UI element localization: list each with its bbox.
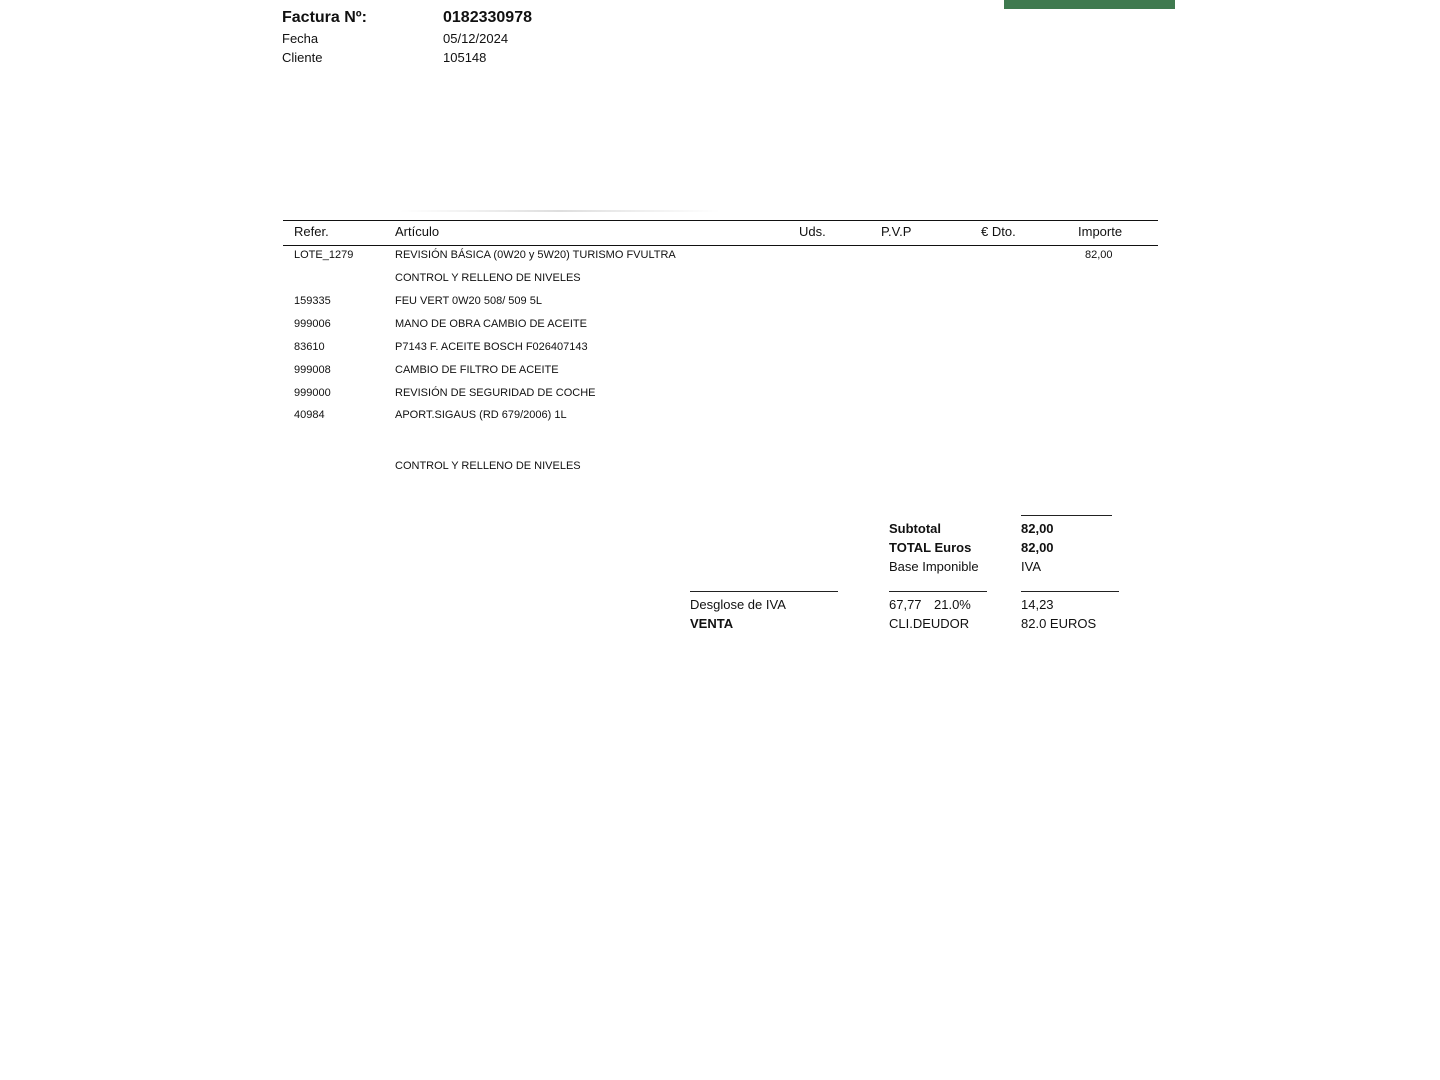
faint-divider — [400, 210, 720, 212]
date-value: 05/12/2024 — [443, 31, 509, 46]
row-ref: 999008 — [294, 364, 331, 376]
payment-amount: 82.0 EUROS — [1021, 616, 1097, 631]
total-label: TOTAL Euros — [889, 540, 972, 555]
date-label: Fecha — [282, 31, 319, 46]
column-header-discount: € Dto. — [981, 224, 1016, 239]
table-header-bottom-rule — [283, 245, 1158, 246]
row-ref: 40984 — [294, 409, 325, 421]
iva-rate: 21.0% — [934, 597, 971, 612]
row-ref: 999006 — [294, 318, 331, 330]
row-ref: 999000 — [294, 387, 331, 399]
row-article: CONTROL Y RELLENO DE NIVELES — [395, 272, 581, 284]
invoice-number: 0182330978 — [443, 9, 532, 26]
column-header-ref: Refer. — [294, 224, 329, 239]
base-imponible-label: Base Imponible — [889, 559, 979, 574]
column-header-price: P.V.P — [881, 224, 912, 239]
row-article: FEU VERT 0W20 508/ 509 5L — [395, 295, 542, 307]
row-ref: 159335 — [294, 295, 331, 307]
row-article: APORT.SIGAUS (RD 679/2006) 1L — [395, 409, 567, 421]
table-note: CONTROL Y RELLENO DE NIVELES — [395, 460, 581, 472]
row-ref: 83610 — [294, 341, 325, 353]
column-header-units: Uds. — [799, 224, 826, 239]
payment-method: CLI.DEUDOR — [889, 616, 970, 631]
iva-breakdown-label: Desglose de IVA — [690, 597, 786, 612]
total-value: 82,00 — [1021, 540, 1054, 555]
subtotal-value: 82,00 — [1021, 521, 1054, 536]
iva-rule — [1021, 591, 1119, 592]
base-rule — [889, 591, 987, 592]
iva-value: 14,23 — [1021, 597, 1054, 612]
client-label: Cliente — [282, 50, 323, 65]
row-ref: LOTE_1279 — [294, 249, 354, 261]
base-imponible-value: 67,77 — [889, 597, 922, 612]
row-article: MANO DE OBRA CAMBIO DE ACEITE — [395, 318, 587, 330]
invoice-number-label: Factura Nº: — [282, 9, 367, 26]
brand-accent-bar — [1004, 0, 1175, 9]
table-top-rule — [283, 220, 1158, 221]
sale-type-label: VENTA — [690, 616, 734, 631]
row-article: P7143 F. ACEITE BOSCH F026407143 — [395, 341, 588, 353]
row-amount: 82,00 — [1085, 249, 1113, 261]
row-article: REVISIÓN DE SEGURIDAD DE COCHE — [395, 387, 596, 399]
row-article: REVISIÓN BÁSICA (0W20 y 5W20) TURISMO FVULTRA — [395, 249, 676, 261]
column-header-amount: Importe — [1078, 224, 1123, 239]
client-value: 105148 — [443, 50, 487, 65]
subtotal-label: Subtotal — [889, 521, 941, 536]
subtotal-rule — [1021, 515, 1112, 516]
column-header-article: Artículo — [395, 224, 440, 239]
iva-label: IVA — [1021, 559, 1041, 574]
breakdown-rule — [690, 591, 838, 592]
row-article: CAMBIO DE FILTRO DE ACEITE — [395, 364, 559, 376]
